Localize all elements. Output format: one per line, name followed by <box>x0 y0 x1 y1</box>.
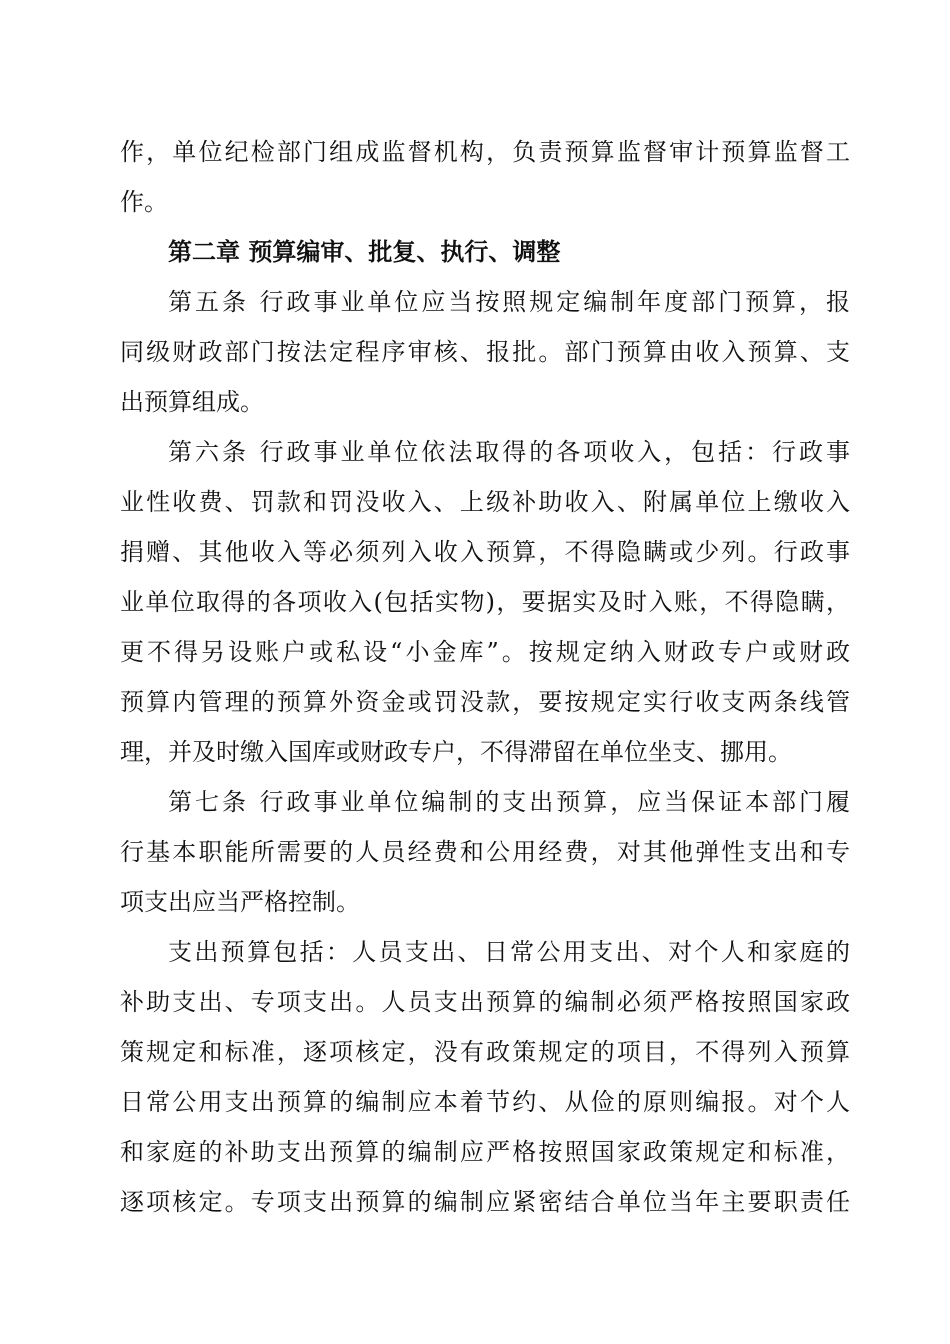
paragraph-line: 项支出应当严格控制。 <box>120 888 360 916</box>
paragraph-line: 补助支出、专项支出。人员支出预算的编制必须严格按照国家政 <box>120 988 850 1016</box>
paragraph-line: 和家庭的补助支出预算的编制应严格按照国家政策规定和标准， <box>120 1138 850 1166</box>
paragraph-line: 出预算组成。 <box>120 388 264 416</box>
paragraph-line: 策规定和标准，逐项核定，没有政策规定的项目，不得列入预算 <box>120 1038 850 1066</box>
paragraph-line: 捐赠、其他收入等必须列入收入预算，不得隐瞒或少列。行政事 <box>120 538 850 566</box>
paragraph-line: 更不得另设账户或私设“小金库”。按规定纳入财政专户或财政 <box>120 638 850 666</box>
paragraph-line: 业性收费、罚款和罚没收入、上级补助收入、附属单位上缴收入 <box>120 488 850 516</box>
paragraph-line: 预算内管理的预算外资金或罚没款，要按规定实行收支两条线管 <box>120 688 850 716</box>
paragraph-first-line: 支出预算包括：人员支出、日常公用支出、对个人和家庭的 <box>168 938 850 966</box>
chapter-heading: 第二章 预算编审、批复、执行、调整 <box>168 238 561 266</box>
article-7-line: 第七条 行政事业单位编制的支出预算，应当保证本部门履 <box>168 788 850 816</box>
paragraph-line: 同级财政部门按法定程序审核、报批。部门预算由收入预算、支 <box>120 338 850 366</box>
paragraph-line: 逐项核定。专项支出预算的编制应紧密结合单位当年主要职责任 <box>120 1188 850 1216</box>
paragraph-line: 理，并及时缴入国库或财政专户，不得滞留在单位坐支、挪用。 <box>120 738 792 766</box>
article-6-line: 第六条 行政事业单位依法取得的各项收入，包括：行政事 <box>168 438 850 466</box>
paragraph-line: 业单位取得的各项收入(包括实物)，要据实及时入账，不得隐瞒， <box>120 588 850 616</box>
article-5-line: 第五条 行政事业单位应当按照规定编制年度部门预算，报 <box>168 288 850 316</box>
paragraph-line: 行基本职能所需要的人员经费和公用经费，对其他弹性支出和专 <box>120 838 850 866</box>
paragraph-line: 作。 <box>120 188 168 216</box>
paragraph-line: 日常公用支出预算的编制应本着节约、从俭的原则编报。对个人 <box>120 1088 850 1116</box>
paragraph-line: 作，单位纪检部门组成监督机构，负责预算监督审计预算监督工 <box>120 138 850 166</box>
